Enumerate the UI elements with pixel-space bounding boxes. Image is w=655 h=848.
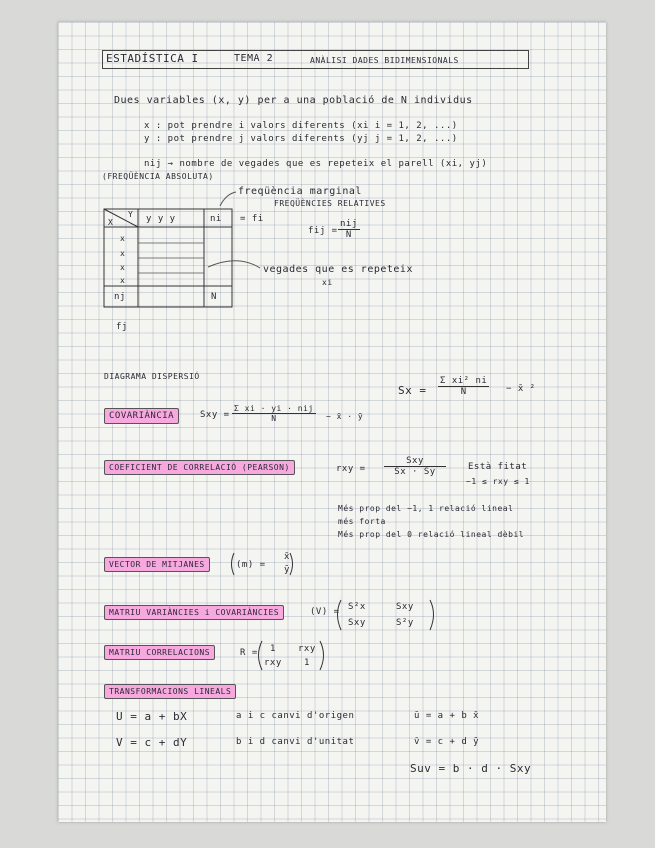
canvi-unitat: b i d canvi d'unitat	[236, 737, 355, 747]
label-matriu-variancies: MATRIU VARIÀNCIES i COVARIÀNCIES	[104, 605, 284, 620]
matriu-corr-12: rxy	[298, 644, 316, 654]
prop-line-3: Més prop del 0 relació lineal dèbil	[338, 530, 525, 539]
sxy-lhs: Sxy =	[200, 410, 230, 420]
notebook-page	[58, 22, 606, 822]
vector-lhs: (m) =	[236, 560, 266, 570]
prop-line-1: Més prop del −1, 1 relació lineal	[338, 504, 514, 513]
table-x-row: x	[120, 263, 126, 272]
table-nj-row: nj	[114, 292, 126, 302]
matriu-var-12: Sxy	[396, 602, 414, 612]
annotation-eq-fi: = fi	[240, 214, 264, 224]
table-total-n: N	[211, 292, 217, 302]
v-bar-equation: v̄ = c + d ȳ	[414, 737, 480, 747]
fij-fraction	[338, 219, 360, 240]
rxy-denominator: Sx · Sy	[394, 467, 436, 477]
canvi-origen: a i c canvi d'origen	[236, 711, 355, 721]
table-ni-col: ni	[210, 214, 222, 224]
label-covariancia: COVARIÀNCIA	[104, 408, 179, 424]
annotation-vegades-sub: xi	[322, 278, 333, 287]
header-subject: ESTADÍSTICA I	[106, 52, 199, 65]
header-title: ANÀLISI DADES BIDIMENSIONALS	[310, 56, 459, 65]
u-equation: U = a + bX	[116, 710, 188, 723]
table-fj: fj	[116, 322, 128, 332]
intro-line-1: Dues variables (x, y) per a una població de N individus	[114, 95, 473, 106]
prop-line-2: més forta	[338, 517, 386, 526]
annotation-freq-relatives: FREQÜÈNCIES RELATIVES	[274, 199, 386, 208]
fij-denominator: N	[345, 230, 352, 240]
label-transformacions: TRANSFORMACIONS LINEALS	[104, 684, 236, 699]
table-x-row: x	[120, 276, 126, 285]
intro-line-3: y : pot prendre j valors diferents (yj j = 1, 2, ...)	[144, 134, 458, 144]
suv-equation: Suv = b · d · Sxy	[410, 762, 532, 775]
table-header-cols: y y y	[146, 214, 176, 224]
table-corner-x: X	[108, 218, 114, 227]
sx-fraction	[438, 376, 489, 397]
sx-lhs: Sx =	[398, 384, 427, 397]
matriu-corr-22: 1	[304, 658, 310, 668]
table-x-row: x	[120, 234, 126, 243]
fij-lhs: fij =	[308, 226, 338, 236]
matriu-var-21: Sxy	[348, 618, 366, 628]
sx-numerator: Σ xi² ni	[440, 376, 488, 386]
matriu-corr-21: rxy	[264, 658, 282, 668]
label-vector-mitjanes: VECTOR DE MITJANES	[104, 557, 210, 572]
sx-denominator: N	[460, 387, 467, 397]
u-bar-equation: ū = a + b x̄	[414, 711, 480, 721]
rxy-lhs: rxy =	[336, 464, 366, 474]
intro-line-4: nij → nombre de vegades que es repeteix el parell (xi, yj)	[144, 159, 488, 169]
header-topic: TEMA 2	[234, 53, 274, 64]
intro-line-2: x : pot prendre i valors diferents (xi i = 1, 2, ...)	[144, 121, 458, 131]
rxy-fraction	[384, 456, 446, 477]
rxy-numerator: Sxy	[384, 456, 446, 467]
section-diagrama: DIAGRAMA DISPERSIÓ	[104, 372, 200, 381]
vector-top: x̄	[284, 552, 290, 562]
annotation-freq-marginal: freqüència marginal	[238, 186, 362, 197]
table-x-row: x	[120, 249, 126, 258]
matriu-corr-lhs: R =	[240, 648, 258, 658]
label-correlacio: COEFICIENT DE CORRELACIÓ (PEARSON)	[104, 460, 295, 475]
annotation-vegades: vegades que es repeteix	[263, 264, 413, 275]
matriu-var-lhs: (V) =	[310, 607, 340, 617]
fitat-line-1: Està fitat	[468, 462, 528, 472]
sxy-tail: − x̄ · ȳ	[326, 412, 364, 421]
v-equation: V = c + dY	[116, 736, 188, 749]
vector-bottom: ȳ	[284, 565, 290, 575]
label-matriu-correlacions: MATRIU CORRELACIONS	[104, 645, 215, 660]
sx-tail: − x̄ ²	[506, 384, 536, 394]
fij-numerator: nij	[340, 219, 358, 229]
matriu-var-22: S²y	[396, 618, 414, 628]
fitat-line-2: −1 ≤ rxy ≤ 1	[466, 477, 530, 486]
sxy-numerator: Σ xi · yi · nij	[234, 404, 314, 413]
intro-line-5: (FREQÜÈNCIA ABSOLUTA)	[102, 172, 214, 181]
matriu-corr-11: 1	[270, 644, 276, 654]
table-corner-y: Y	[128, 210, 134, 219]
matriu-var-11: S²x	[348, 602, 366, 612]
sxy-denominator: N	[271, 414, 277, 423]
sxy-fraction	[232, 404, 316, 423]
